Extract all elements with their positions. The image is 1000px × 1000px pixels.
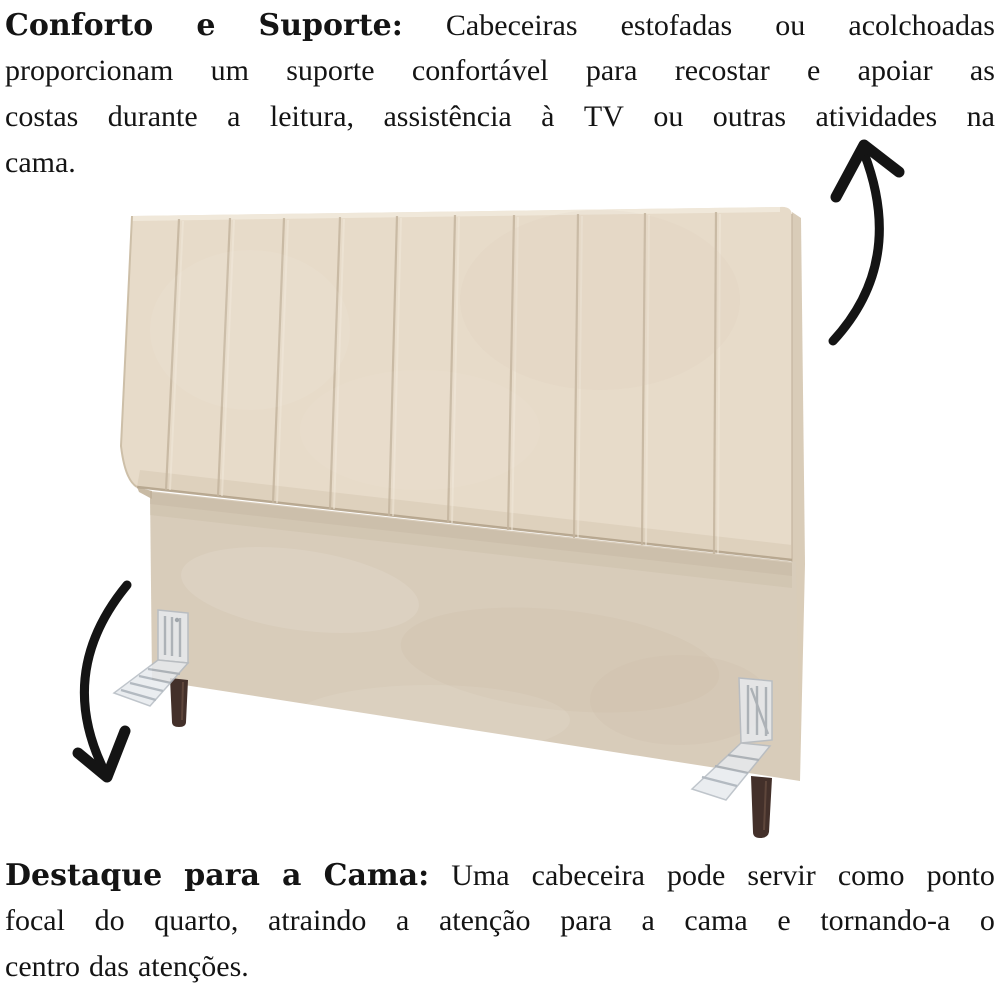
word: a <box>227 100 241 133</box>
arrow-down-icon <box>78 585 127 777</box>
word: e <box>777 904 791 937</box>
word: leitura, <box>269 100 355 133</box>
word: cama <box>684 904 748 937</box>
word: TV <box>583 100 624 133</box>
word: outras <box>712 100 787 133</box>
text-line <box>5 858 995 904</box>
word: cama. <box>5 146 76 179</box>
word: ou <box>775 9 806 42</box>
word: e <box>807 54 821 87</box>
word: durante <box>107 100 198 133</box>
lead-word: Conforto <box>5 8 154 43</box>
word: quarto, <box>154 904 239 937</box>
bracket-screw-hole <box>175 618 179 622</box>
word: tornando-a <box>820 904 951 937</box>
paragraph-conforto-e-suporte <box>5 8 995 192</box>
word: confortável <box>411 54 549 87</box>
word: atenções. <box>137 950 249 983</box>
word: servir <box>747 859 816 892</box>
word: na <box>966 100 995 133</box>
text-line <box>5 146 995 192</box>
word: ou <box>653 100 684 133</box>
word: focal <box>5 904 65 937</box>
lead-word: para <box>184 858 260 893</box>
lead-word: Destaque <box>5 858 163 893</box>
word: estofadas <box>620 9 733 42</box>
paragraph-destaque-para-a-cama <box>5 858 995 996</box>
word: assistência <box>383 100 512 133</box>
text-line <box>5 54 995 100</box>
text-line <box>5 8 995 54</box>
word: as <box>969 54 995 87</box>
word: atraindo <box>268 904 367 937</box>
word: centro <box>5 950 80 983</box>
word: acolchoadas <box>848 9 995 42</box>
word: para <box>585 54 638 87</box>
word: para <box>560 904 612 937</box>
word: atenção <box>438 904 531 937</box>
word: como <box>837 859 905 892</box>
left-leg <box>170 678 188 727</box>
lead-word: Suporte: <box>258 8 403 43</box>
lead-word: Cama: <box>323 858 430 893</box>
word: recostar <box>674 54 770 87</box>
text-line <box>5 950 995 996</box>
word: a <box>395 904 410 937</box>
right-leg <box>751 776 772 838</box>
word: cabeceira <box>531 859 645 892</box>
text-line <box>5 904 995 950</box>
lead-word: e <box>196 8 216 43</box>
word: proporcionam <box>5 54 174 87</box>
word: costas <box>5 100 79 133</box>
word: ponto <box>926 859 995 892</box>
word: à <box>541 100 555 133</box>
word: um <box>210 54 249 87</box>
word: pode <box>666 859 726 892</box>
word: das <box>88 950 129 983</box>
lead-word: a <box>282 858 302 893</box>
word: suporte <box>286 54 375 87</box>
word: atividades <box>815 100 938 133</box>
text-line <box>5 100 995 146</box>
word: apoiar <box>857 54 933 87</box>
word: a <box>641 904 655 937</box>
word: do <box>94 904 125 937</box>
headboard <box>114 207 805 838</box>
word: Uma <box>451 859 510 892</box>
word: Cabeceiras <box>445 9 578 42</box>
word: o <box>979 904 995 937</box>
